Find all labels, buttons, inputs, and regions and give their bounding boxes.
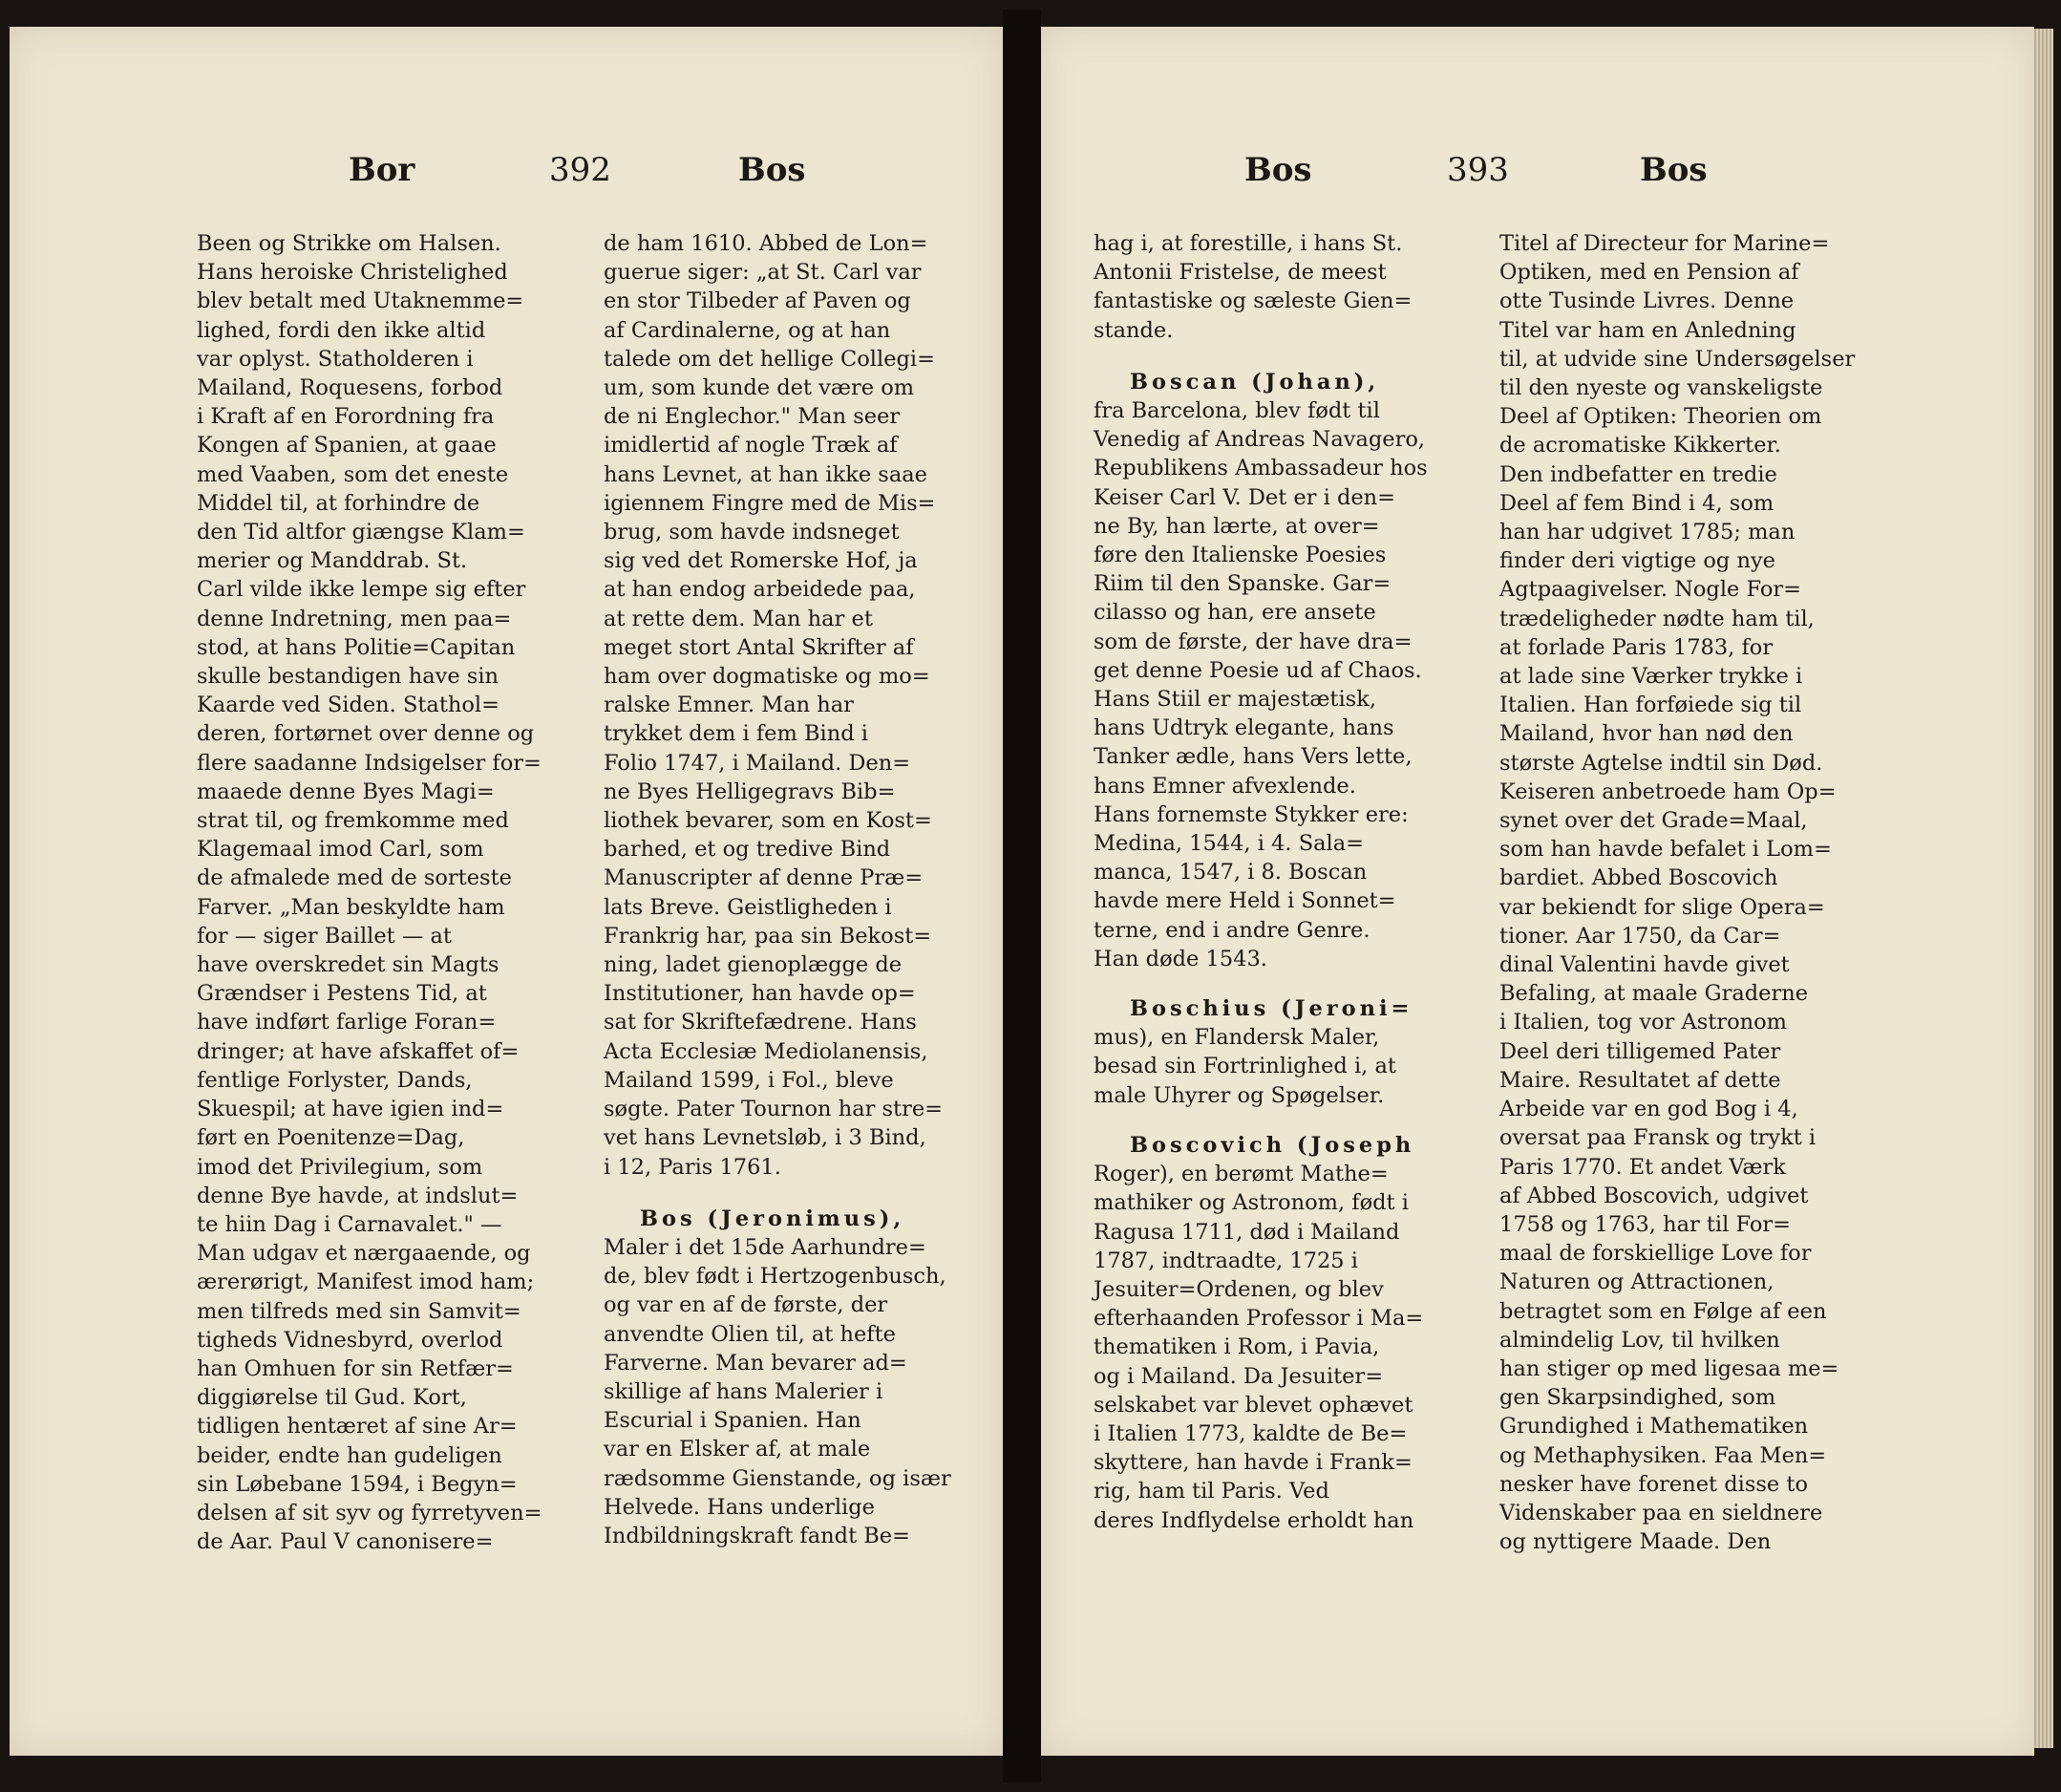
left-page-header [10, 151, 1003, 208]
text-line: delsen af sit syv og fyrretyven= [197, 1500, 542, 1525]
text-line: Folio 1747, i Mailand. Den= [604, 750, 911, 776]
text-line: rædsomme Gienstande, og især [604, 1465, 951, 1491]
text-line: Videnskaber paa en sieldnere [1499, 1500, 1823, 1525]
entry-text-continuation [197, 229, 579, 1556]
text-line: Han døde 1543. [1094, 946, 1267, 971]
text-line: Italien. Han forføiede sig til [1499, 693, 1802, 718]
text-line: oversat paa Fransk og trykt i [1499, 1125, 1817, 1151]
text-line: flere saadanne Indsigelser for= [197, 750, 542, 776]
entry-boschius [1094, 994, 1476, 1110]
text-line: Antonii Fristelse, de meest [1094, 260, 1387, 286]
left-page-column-2 [604, 229, 986, 1550]
text-line: liothek bevarer, som en Kost= [604, 808, 932, 834]
text-line: i 12, Paris 1761. [604, 1154, 781, 1180]
text-line: Roger), en berømt Mathe= [1094, 1162, 1389, 1187]
text-line: Institutioner, han havde op= [604, 981, 916, 1007]
page-number: 392 [549, 151, 611, 189]
text-line: 1787, indtraadte, 1725 i [1094, 1248, 1358, 1273]
text-line: Jesuiter=Ordenen, og blev [1094, 1276, 1384, 1302]
text-line: til den nyeste og vanskeligste [1499, 375, 1823, 401]
header-guide-word-right: Bos [1640, 151, 1708, 189]
text-line: hans Udtryk elegante, hans [1094, 715, 1394, 741]
entry-text-continuation [1499, 229, 1881, 1556]
text-line: med Vaaben, som det eneste [197, 461, 509, 487]
text-line: Keiser Carl V. Det er i den= [1094, 484, 1396, 510]
text-line: imidlertid af nogle Træk af [604, 433, 898, 459]
text-line: meget stort Antal Skrifter af [604, 634, 914, 660]
text-line: Naturen og Attractionen, [1499, 1269, 1774, 1295]
text-line: strat til, og fremkomme med [197, 808, 509, 834]
text-line: Republikens Ambassadeur hos [1094, 456, 1428, 481]
text-line: trykket dem i fem Bind i [604, 721, 868, 747]
text-line: Manuscripter af denne Præ= [604, 865, 924, 891]
right-page-column-2 [1499, 229, 1881, 1556]
left-page [10, 27, 1003, 1756]
text-line: nesker have forenet disse to [1499, 1471, 1808, 1497]
text-line: um, som kunde det være om [604, 375, 915, 401]
text-line: dringer; at have afskaffet of= [197, 1038, 520, 1064]
text-line: have overskredet sin Magts [197, 952, 499, 978]
text-line: fentlige Forlyster, Dands, [197, 1067, 473, 1093]
text-line: Titel af Directeur for Marine= [1499, 231, 1830, 256]
text-line: Deel af Optiken: Theorien om [1499, 404, 1822, 430]
page-number: 393 [1447, 151, 1509, 189]
text-line: at han endog arbeidede paa, [604, 577, 916, 603]
text-line: de ni Englechor." Man seer [604, 404, 901, 430]
text-line: deren, fortørnet over denne og [197, 721, 535, 747]
text-line: var bekiendt for slige Opera= [1499, 894, 1825, 920]
text-line: Ragusa 1711, død i Mailand [1094, 1219, 1400, 1245]
text-line: Mailand, hvor han nød den [1499, 721, 1794, 747]
entry-headword: Boschius (Jeroni= [1130, 996, 1413, 1022]
text-line: at forlade Paris 1783, for [1499, 634, 1774, 660]
text-line: denne Bye havde, at indslut= [197, 1183, 519, 1208]
text-line: finder deri vigtige og nye [1499, 548, 1775, 574]
right-page-header [1041, 151, 2034, 208]
text-line: Maire. Resultatet af dette [1499, 1067, 1781, 1093]
text-line: brug, som havde indsneget [604, 520, 900, 545]
text-line: og Methaphysiken. Faa Men= [1499, 1442, 1827, 1468]
text-line: at rette dem. Man har et [604, 606, 873, 631]
text-line: var en Elsker af, at male [604, 1437, 871, 1462]
text-line: imod det Privilegium, som [197, 1154, 483, 1180]
text-line: ning, ladet gienoplægge de [604, 952, 903, 978]
text-line: Farver. „Man beskyldte ham [197, 894, 505, 920]
text-line: mathiker og Astronom, født i [1094, 1190, 1409, 1216]
entry-headword: Boscovich (Joseph [1130, 1132, 1415, 1158]
text-line: som han havde befalet i Lom= [1499, 837, 1832, 863]
text-line: otte Tusinde Livres. Denne [1499, 288, 1795, 314]
text-line: Venedig af Andreas Navagero, [1094, 427, 1426, 453]
text-line: den Tid altfor giængse Klam= [197, 520, 525, 545]
text-line: deres Indflydelse erholdt han [1094, 1507, 1414, 1533]
text-line: vet hans Levnetsløb, i 3 Bind, [604, 1125, 926, 1151]
text-line: Klagemaal imod Carl, som [197, 837, 484, 863]
text-line: betragtet som en Følge af een [1499, 1298, 1827, 1324]
text-line: Riim til den Spanske. Gar= [1094, 571, 1392, 597]
text-line: gen Skarpsindighed, som [1499, 1385, 1776, 1411]
text-line: de ham 1610. Abbed de Lon= [604, 231, 928, 256]
text-line: mus), en Flandersk Maler, [1094, 1025, 1380, 1051]
text-line: de acromatiske Kikkerter. [1499, 433, 1781, 459]
text-line: Hans Stiil er majestætisk, [1094, 687, 1376, 713]
text-line: trædeligheder nødte ham til, [1499, 606, 1815, 631]
text-line: anvendte Olien til, at hefte [604, 1321, 896, 1347]
text-line: talede om det hellige Collegi= [604, 346, 935, 372]
text-line: Grændser i Pestens Tid, at [197, 981, 487, 1007]
text-line: Skuespil; at have igien ind= [197, 1097, 504, 1122]
entry-text-continuation [604, 229, 986, 1182]
entry-bos-jeronimus [604, 1205, 986, 1550]
text-line: selskabet var blevet ophævet [1094, 1392, 1413, 1418]
text-line: Kongen af Spanien, at gaae [197, 433, 497, 459]
right-page [1041, 27, 2034, 1756]
text-line: Befaling, at maale Graderne [1499, 981, 1809, 1007]
text-line: fantastiske og sæleste Gien= [1094, 288, 1413, 314]
text-line: get denne Poesie ud af Chaos. [1094, 657, 1422, 683]
text-line: Farverne. Man bevarer ad= [604, 1350, 907, 1376]
text-line: som de første, der have dra= [1094, 629, 1413, 654]
text-line: merier og Manddrab. St. [197, 548, 468, 574]
text-line: thematiken i Rom, i Pavia, [1094, 1334, 1380, 1360]
text-line: Frankrig har, paa sin Bekost= [604, 923, 932, 949]
text-line: skyttere, han havde i Frank= [1094, 1450, 1413, 1476]
text-line: guerue siger: „at St. Carl var [604, 260, 922, 286]
text-line: i Italien 1773, kaldte de Be= [1094, 1420, 1408, 1446]
text-line: føre den Italienske Poesies [1094, 543, 1387, 568]
header-guide-word-left: Bos [1244, 151, 1312, 189]
text-line: Middel til, at forhindre de [197, 490, 480, 516]
text-line: maaede denne Byes Magi= [197, 779, 495, 804]
entry-boscan [1094, 368, 1476, 973]
text-line: Mailand, Roquesens, forbod [197, 375, 503, 401]
text-line: 1758 og 1763, har til For= [1499, 1211, 1792, 1237]
text-line: han stiger op med ligesaa me= [1499, 1355, 1839, 1381]
text-line: hans Levnet, at han ikke saae [604, 461, 927, 487]
left-page-column-1 [197, 229, 579, 1556]
text-line: igiennem Fingre med de Mis= [604, 490, 936, 516]
text-line: have indført farlige Foran= [197, 1010, 497, 1035]
text-line: ralske Emner. Man har [604, 693, 854, 718]
text-line: Acta Ecclesiæ Mediolanensis, [604, 1038, 928, 1064]
text-line: ne By, han lærte, at over= [1094, 513, 1380, 539]
text-line: tidligen hentæret af sine Ar= [197, 1414, 518, 1440]
text-line: de Aar. Paul V canonisere= [197, 1529, 494, 1555]
text-line: barhed, et og tredive Bind [604, 837, 891, 863]
text-line: søgte. Pater Tournon har stre= [604, 1097, 944, 1122]
text-line: Hans heroiske Christelighed [197, 260, 508, 286]
text-line: Arbeide var en god Bog i 4, [1499, 1097, 1798, 1122]
text-line: Paris 1770. Et andet Værk [1499, 1154, 1786, 1180]
text-line: terne, end i andre Genre. [1094, 917, 1370, 943]
text-line: Maler i det 15de Aarhundre= [604, 1234, 926, 1260]
text-line: Escurial i Spanien. Han [604, 1408, 861, 1434]
text-line: hag i, at forestille, i hans St. [1094, 231, 1403, 256]
text-line: tigheds Vidnesbyrd, overlod [197, 1327, 503, 1353]
text-line: af Cardinalerne, og at han [604, 317, 891, 343]
header-guide-word-left: Bor [349, 151, 415, 189]
text-line: Tanker ædle, hans Vers lette, [1094, 744, 1413, 770]
text-line: men tilfreds med sin Samvit= [197, 1298, 521, 1324]
text-line: de afmalede med de sorteste [197, 865, 512, 891]
text-line: han Omhuen for sin Retfær= [197, 1355, 514, 1381]
text-line: i Kraft af en Forordning fra [197, 404, 495, 430]
text-line: efterhaanden Professor i Ma= [1094, 1306, 1424, 1332]
text-line: cilasso og han, ere ansete [1094, 600, 1376, 626]
text-line: beider, endte han gudeligen [197, 1442, 502, 1468]
text-line: skulle bestandigen have sin [197, 664, 499, 690]
text-line: og var en af de første, der [604, 1292, 888, 1318]
text-line: Grundighed i Mathematiken [1499, 1414, 1809, 1440]
text-line: maal de forskiellige Love for [1499, 1241, 1812, 1267]
text-line: i Italien, tog vor Astronom [1499, 1010, 1788, 1035]
text-line: lats Breve. Geistligheden i [604, 894, 892, 920]
text-line: Den indbefatter en tredie [1499, 461, 1777, 487]
text-line: havde mere Held i Sonnet= [1094, 888, 1396, 914]
text-line: sig ved det Romerske Hof, ja [604, 548, 918, 574]
right-page-column-1 [1094, 229, 1476, 1535]
text-line: besad sin Fortrinlighed i, at [1094, 1054, 1396, 1079]
header-guide-word-right: Bos [738, 151, 806, 189]
text-line: Indbildningskraft fandt Be= [604, 1523, 910, 1548]
text-line: almindelig Lov, til hvilken [1499, 1327, 1780, 1353]
text-line: te hiin Dag i Carnavalet." — [197, 1211, 502, 1237]
text-line: af Abbed Boscovich, udgivet [1499, 1183, 1809, 1208]
text-line: blev betalt med Utaknemme= [197, 288, 524, 314]
text-line: Titel var ham en Anledning [1499, 317, 1796, 343]
text-line: hans Emner afvexlende. [1094, 773, 1356, 799]
text-line: manca, 1547, i 8. Boscan [1094, 860, 1368, 885]
text-line: største Agtelse indtil sin Død. [1499, 750, 1823, 776]
text-line: Deel deri tilligemed Pater [1499, 1038, 1781, 1064]
text-line: denne Indretning, men paa= [197, 606, 512, 631]
text-line: at lade sine Værker trykke i [1499, 664, 1803, 690]
text-line: de, blev født i Hertzogenbusch, [604, 1264, 946, 1290]
text-line: Kaarde ved Siden. Stathol= [197, 693, 499, 718]
text-line: dinal Valentini havde givet [1499, 952, 1790, 978]
text-line: Hans fornemste Stykker ere: [1094, 801, 1409, 827]
text-line: Medina, 1544, i 4. Sala= [1094, 831, 1364, 857]
entry-text-continuation [1094, 229, 1476, 345]
text-line: ham over dogmatiske og mo= [604, 664, 930, 690]
book-gutter [1003, 10, 1041, 1782]
text-line: og i Mailand. Da Jesuiter= [1094, 1363, 1384, 1389]
text-line: diggiørelse til Gud. Kort, [197, 1385, 467, 1411]
text-line: ført en Poenitenze=Dag, [197, 1125, 465, 1151]
text-line: lighed, fordi den ikke altid [197, 317, 486, 343]
text-line: skillige af hans Malerier i [604, 1378, 883, 1404]
text-line: Carl vilde ikke lempe sig efter [197, 577, 526, 603]
entry-boscovich [1094, 1131, 1476, 1535]
text-line: ærerørigt, Manifest imod ham; [197, 1269, 535, 1295]
text-line: bardiet. Abbed Boscovich [1499, 865, 1778, 891]
text-line: og nyttigere Maade. Den [1499, 1529, 1772, 1555]
text-line: Keiseren anbetroede ham Op= [1499, 779, 1837, 804]
text-line: male Uhyrer og Spøgelser. [1094, 1082, 1385, 1108]
text-line: stande. [1094, 317, 1174, 343]
entry-headword: Boscan (Johan), [1130, 369, 1380, 395]
text-line: sin Løbebane 1594, i Begyn= [197, 1471, 518, 1497]
text-line: sat for Skriftefædrene. Hans [604, 1010, 917, 1035]
text-line: Man udgav et nærgaaende, og [197, 1241, 531, 1267]
text-line: Mailand 1599, i Fol., bleve [604, 1067, 894, 1093]
text-line: en stor Tilbeder af Paven og [604, 288, 911, 314]
text-line: han har udgivet 1785; man [1499, 520, 1795, 545]
text-line: Agtpaagivelser. Nogle For= [1499, 577, 1802, 603]
text-line: Been og Strikke om Halsen. [197, 231, 501, 256]
text-line: rig, ham til Paris. Ved [1094, 1479, 1329, 1504]
text-line: Helvede. Hans underlige [604, 1494, 875, 1520]
text-line: tioner. Aar 1750, da Car= [1499, 923, 1781, 949]
entry-headword: Bos (Jeronimus), [640, 1205, 905, 1231]
text-line: Optiken, med en Pension af [1499, 260, 1799, 286]
text-line: var oplyst. Statholderen i [197, 346, 474, 372]
text-line: synet over det Grade=Maal, [1499, 808, 1808, 834]
text-line: for — siger Baillet — at [197, 923, 452, 949]
text-line: fra Barcelona, blev født til [1094, 398, 1380, 424]
text-line: Deel af fem Bind i 4, som [1499, 490, 1774, 516]
text-line: stod, at hans Politie=Capitan [197, 634, 516, 660]
text-line: ne Byes Helligegravs Bib= [604, 779, 896, 804]
text-line: til, at udvide sine Undersøgelser [1499, 346, 1856, 372]
